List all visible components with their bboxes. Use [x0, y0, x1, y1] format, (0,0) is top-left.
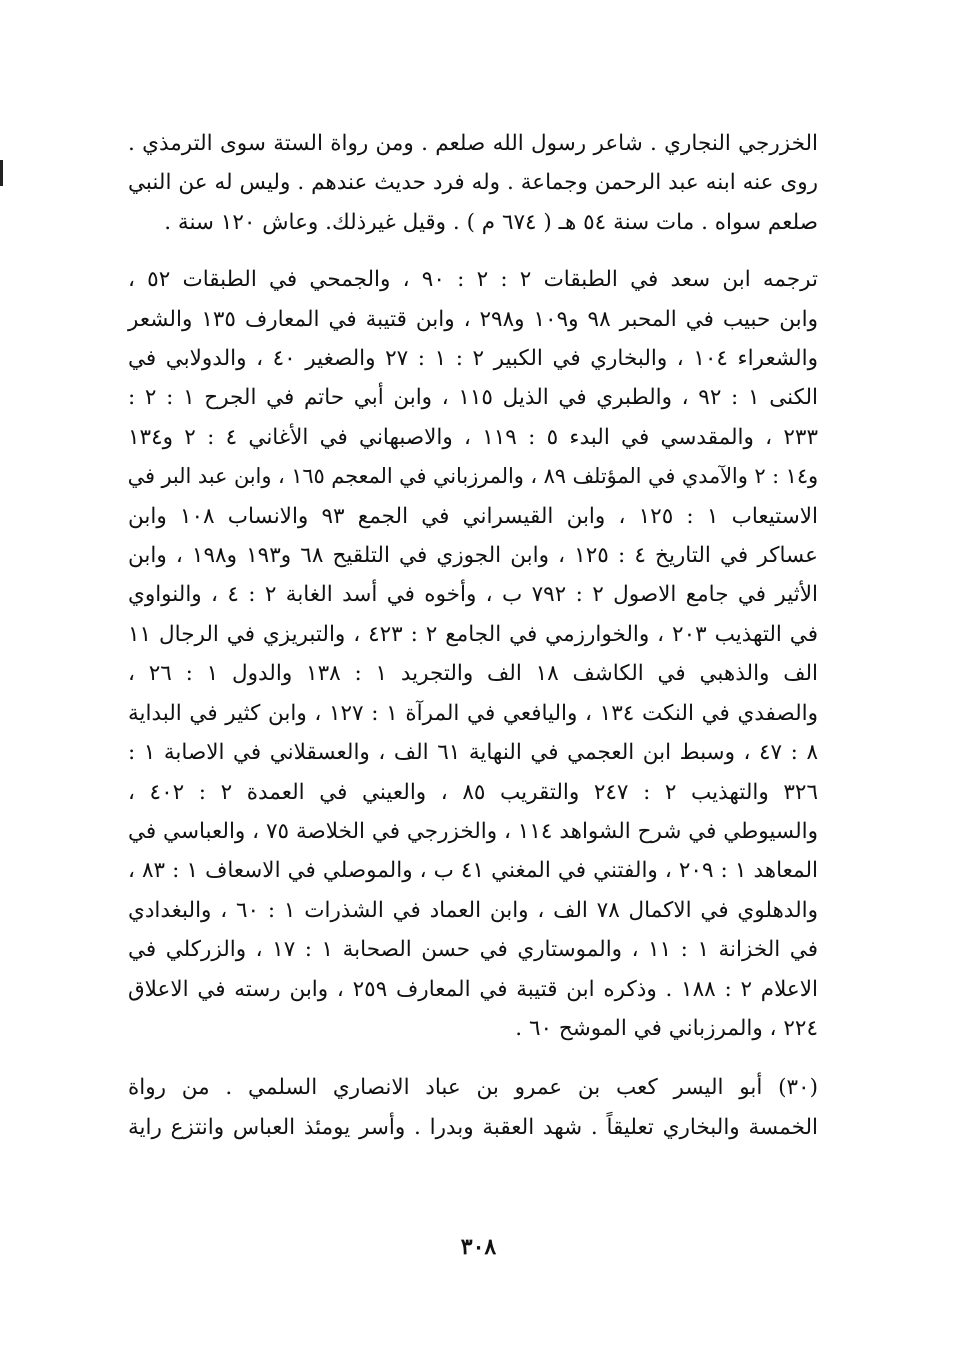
- text-line: روى عنه ابنه عبد الرحمن وجماعة . وله فرد حديث عندهم . وليس له عن النبي: [128, 170, 818, 196]
- text-line: الخمسة والبخاري تعليقاً . شهد العقبة وبدرا . وأسر يومئذ العباس وانتزع راية: [128, 1114, 818, 1140]
- text-line: ٢٢٤ ، والمرزباني في الموشح ٦٠ .: [515, 1015, 818, 1041]
- paragraph-references: [128, 260, 818, 1048]
- text-line: والدهلوي في الاكمال ٧٨ الف ، وابن العماد في الشذرات ١ : ٦٠ ، والبغدادي: [128, 897, 818, 923]
- text-line: في الخزانة ١ : ١١ ، والموستاري في حسن الصحابة ١ : ١٧ ، والزركلي في: [128, 937, 818, 963]
- text-line: الاعلام ٢ : ١٨٨ . وذكره ابن قتيبة في المعارف ٢٥٩ ، وابن رسته في الاعلاق: [128, 976, 818, 1002]
- margin-mark: [0, 160, 3, 186]
- text-line: والشعراء ١٠٤ ، والبخاري في الكبير ٢ : ١ : ٢٧ والصغير ٤٠ ، والدولابي في: [128, 346, 818, 372]
- paragraph-biography-end: [128, 124, 818, 242]
- page-body: [128, 124, 818, 1147]
- page-number: ٣٠٨: [460, 1234, 497, 1260]
- text-line: ٨ : ٤٧ ، وسبط ابن العجمي في النهاية ٦١ الف ، والعسقلاني في الاصابة ١ :: [128, 740, 819, 766]
- text-line: صلعم سواه . مات سنة ٥٤ هـ ( ٦٧٤ م ) . وقيل غيرذلك. وعاش ١٢٠ سنة .: [164, 209, 818, 235]
- paragraph-entry-30: [128, 1068, 818, 1147]
- text-line: عساكر في التاريخ ٤ : ١٢٥ ، وابن الجوزي في التلقيح ٦٨ و١٩٣ و١٩٨ ، وابن: [128, 543, 818, 569]
- text-line: الكنى ١ : ٩٢ ، والطبري في الذيل ١١٥ ، وابن أبي حاتم في الجرح ١ : ٢ :: [128, 385, 819, 411]
- text-line: ٣٢٦ والتهذيب ٢ : ٢٤٧ والتقريب ٨٥ ، والعيني في العمدة ٢ : ٤٠٢ ،: [128, 779, 818, 805]
- text-line: وابن حبيب في المحبر ٩٨ و١٠٩ و٢٩٨ ، وابن قتيبة في المعارف ١٣٥ والشعر: [128, 306, 818, 332]
- text-line: الاستيعاب ١ : ١٢٥ ، وابن القيسراني في الجمع ٩٣ والانساب ١٠٨ وابن: [128, 503, 818, 529]
- text-line: (٣٠) أبو اليسر كعب بن عمرو بن عباد الانصاري السلمي . من رواة: [128, 1075, 818, 1101]
- text-line: ٢٣٣ ، والمقدسي في البدء ٥ : ١١٩ ، والاصبهاني في الأغاني ٤ : ٢ و١٣٤: [128, 424, 818, 450]
- text-line: و١٤ : ٢ والآمدي في المؤتلف ٨٩ ، والمرزباني في المعجم ١٦٥ ، وابن عبد البر في: [127, 464, 818, 489]
- text-line: الأثير في جامع الاصول ٢ : ٧٩٢ ب ، وأخوه في أسد الغابة ٢ : ٤ ، والنواوي: [128, 582, 818, 608]
- text-line: والصفدي في النكت ١٣٤ ، واليافعي في المرآة ١ : ١٢٧ ، وابن كثير في البداية: [128, 700, 818, 726]
- text-line: الخزرجي النجاري . شاعر رسول الله صلعم . ومن رواة الستة سوى الترمذي .: [128, 131, 818, 156]
- text-line: ترجمه ابن سعد في الطبقات ٢ : ٢ : ٩٠ ، والجمحي في الطبقات ٥٢ ،: [128, 267, 819, 293]
- text-line: في التهذيب ٢٠٣ ، والخوارزمي في الجامع ٢ : ٤٢٣ ، والتبريزي في الرجال ١١: [128, 621, 818, 647]
- text-line: والسيوطي في شرح الشواهد ١١٤ ، والخزرجي في الخلاصة ٧٥ ، والعباسي في: [128, 818, 818, 844]
- text-line: المعاهد ١ : ٢٠٩ ، والفتني في المغني ٤١ ب ، والموصلي في الاسعاف ١ : ٨٣ ،: [128, 858, 818, 884]
- text-line: الف والذهبي في الكاشف ١٨ الف والتجريد ١ : ١٣٨ والدول ١ : ٢٦ ،: [128, 661, 818, 687]
